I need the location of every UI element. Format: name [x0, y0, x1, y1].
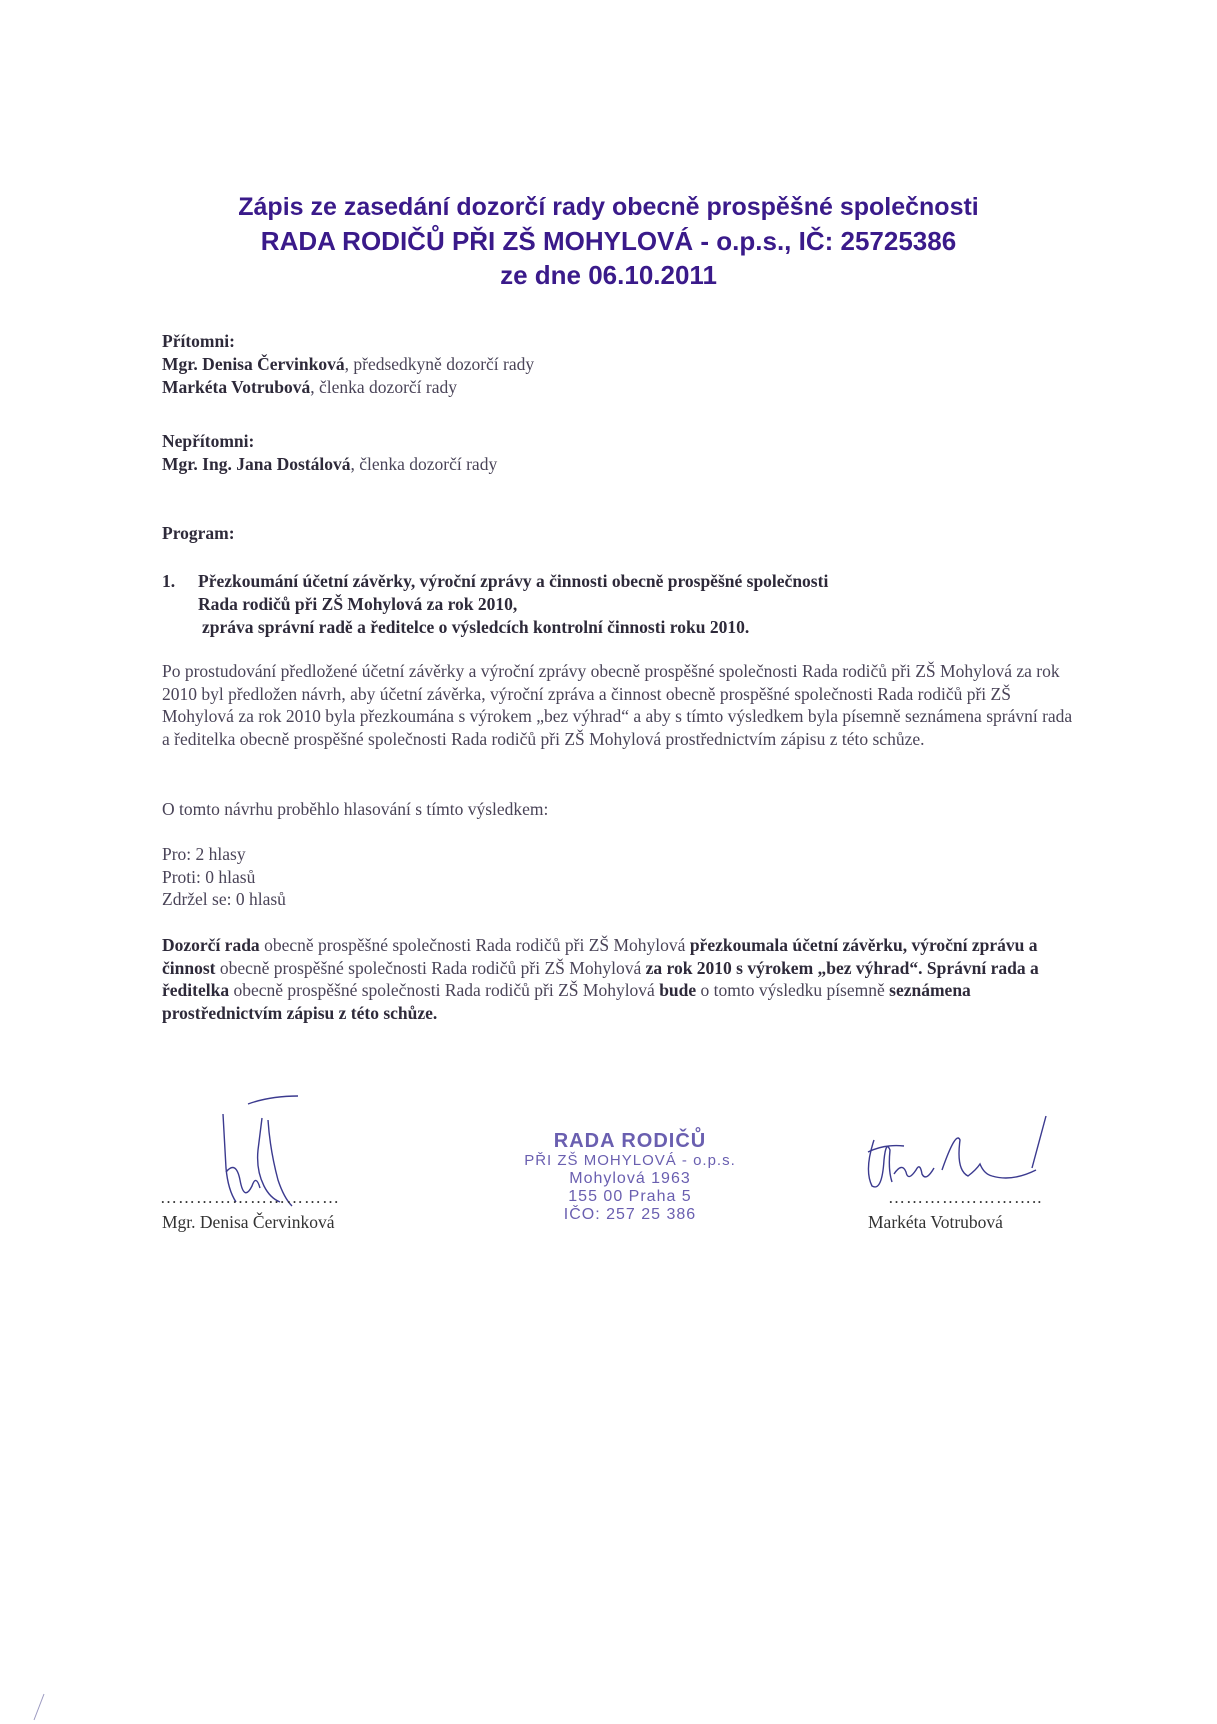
- program-item-number: 1.: [162, 571, 176, 591]
- signature-name-left: Mgr. Denisa Červinková: [162, 1212, 335, 1232]
- absent-section: [162, 430, 1062, 476]
- program-section: [162, 522, 1062, 545]
- title-line-3: ze dne 06.10.2011: [500, 260, 717, 290]
- conclusion-text: bude: [659, 980, 697, 1000]
- person-role: , předsedkyně dozorčí rady: [344, 354, 535, 374]
- stamp-line: IČO: 257 25 386: [563, 1206, 697, 1223]
- organization-stamp: [480, 1130, 780, 1224]
- present-person: [162, 376, 1062, 399]
- conclusion-text: za rok 2010 s výrokem „bez výhrad“. Správní rada a ředitelka: [162, 957, 1039, 1000]
- conclusion-text: obecně prospěšné společnosti Rada rodičů při ZŠ Mohylová: [229, 980, 660, 1000]
- stamp-line: Mohylová 1963: [569, 1170, 691, 1187]
- person-name: Markéta Votrubová: [162, 377, 311, 397]
- conclusion-text: obecně prospěšné společnosti Rada rodičů při ZŠ Mohylová: [215, 957, 646, 978]
- person-role: , členka dozorčí rady: [350, 454, 498, 474]
- program-item-line: zpráva správní radě a ředitelce o výsledcích kontrolní činnosti roku 2010.: [202, 617, 750, 637]
- vote-intro: O tomto návrhu proběhlo hlasování s tímto výsledkem:: [162, 799, 549, 819]
- absent-label: Nepřítomni:: [162, 431, 255, 451]
- vote-abstain: Zdržel se: 0 hlasů: [162, 889, 286, 909]
- present-label: Přítomni:: [162, 331, 235, 351]
- vote-results: [162, 843, 1080, 911]
- title-line-2: RADA RODIČŮ PŘI ZŠ MOHYLOVÁ - o.p.s., IČ: 25725386: [260, 226, 957, 256]
- conclusion-text: o tomto výsledku písemně: [696, 980, 890, 1000]
- stamp-line: PŘI ZŠ MOHYLOVÁ - o.p.s.: [524, 1152, 736, 1169]
- paragraph-conclusion: [162, 934, 1080, 1024]
- conclusion-text: obecně prospěšné společnosti Rada rodičů při ZŠ Mohylová: [259, 935, 690, 955]
- person-name: Mgr. Ing. Jana Dostálová: [162, 454, 351, 474]
- scan-mark: [30, 1692, 50, 1722]
- person-role: , členka dozorčí rady: [310, 377, 457, 397]
- vote-against: Proti: 0 hlasů: [162, 866, 256, 887]
- stamp-line: RADA RODIČŮ: [553, 1130, 707, 1152]
- conclusion-text: seznámena prostřednictvím zápisu z této schůze.: [162, 980, 971, 1023]
- stamp-line: 155 00 Praha 5: [568, 1188, 692, 1205]
- signature-line-left: …………………………: [160, 1188, 340, 1207]
- vote-for: Pro: 2 hlasy: [162, 844, 246, 864]
- program-label: Program:: [162, 523, 235, 543]
- absent-person: [162, 453, 1062, 476]
- signature-line-right: ……………………..: [888, 1188, 1043, 1207]
- conclusion-text: Dozorčí rada: [162, 935, 260, 955]
- person-name: Mgr. Denisa Červinková: [162, 354, 345, 374]
- conclusion-text: přezkoumala účetní závěrku, výroční zprávu a činnost: [162, 935, 1038, 978]
- signature-name-right: Markéta Votrubová: [868, 1212, 1003, 1232]
- present-section: [162, 330, 1062, 399]
- title-line-1: Zápis ze zasedání dozorčí rady obecně prospěšné společnosti: [238, 193, 979, 221]
- paragraph-proposal: Po prostudování předložené účetní závěrky a výroční zprávy obecně prospěšné společnosti Rada rodičů při ZŠ Mohylová za rok 2010 byl předložen návrh, aby účetní závěrka, výroční zpráva a činnost obecně prospěšné společnosti Rada rodičů při ZŠ Mohylová za rok 2010 byla přezkoumána s výrokem „bez výhrad“ a aby s tímto výsledkem byla písemně seznámena správní rada a ředitelka obecně prospěšné společnosti Rada rodičů při ZŠ Mohylová prostřednictvím zápisu z této schůze.: [162, 661, 1073, 749]
- document-title: [0, 190, 1217, 292]
- program-item-line: Rada rodičů při ZŠ Mohylová za rok 2010,: [198, 594, 518, 614]
- program-item-line: Přezkoumání účetní závěrky, výroční zprávy a činnosti obecně prospěšné společnosti: [198, 571, 829, 591]
- present-person: [162, 353, 1062, 376]
